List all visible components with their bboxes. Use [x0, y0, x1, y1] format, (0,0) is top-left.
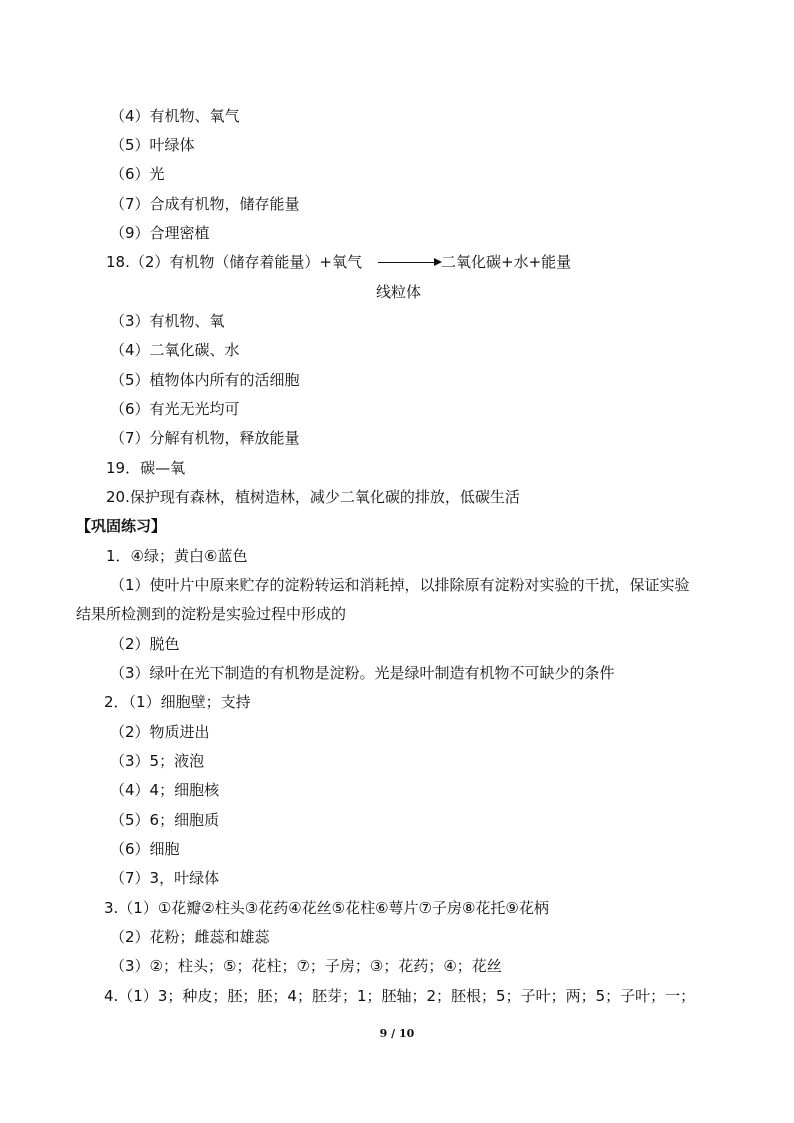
- answer-line: 19．碳—氧: [106, 459, 186, 477]
- answer-line: 20.保护现有森林，植树造林，减少二氧化碳的排放，低碳生活: [106, 488, 520, 506]
- answer-line: （3）有机物、氧: [110, 312, 225, 330]
- answer-line: 3.（1）①花瓣②柱头③花药④花丝⑤花柱⑥萼片⑦子房⑧花托⑨花柄: [104, 899, 549, 917]
- answer-line: （6）有光无光均可: [110, 400, 240, 418]
- answer-line: 4.（1）3；种皮；胚；胚；4；胚芽；1；胚轴；2；胚根；5；子叶；两；5；子叶；一；: [104, 987, 696, 1005]
- answer-line: （3）5；液泡: [110, 752, 205, 770]
- answer-line: （5）6；细胞质: [110, 811, 220, 829]
- answer-line: （2）花粉；雌蕊和雄蕊: [110, 928, 270, 946]
- equation-condition: 线粒体: [376, 283, 422, 301]
- answer-line: （6）光: [110, 165, 165, 183]
- answer-line: （3）绿叶在光下制造的有机物是淀粉。光是绿叶制造有机物不可缺少的条件: [110, 664, 615, 682]
- answer-line: 2．（1）细胞壁；支持: [104, 693, 251, 711]
- answer-line: （4）二氧化碳、水: [110, 341, 240, 359]
- page-number: 9 / 10: [379, 1027, 415, 1040]
- answer-line: （4）有机物、氧气: [110, 107, 240, 125]
- equation-products: 二氧化碳+水+能量: [441, 253, 572, 271]
- answer-line: 结果所检测到的淀粉是实验过程中形成的: [76, 605, 347, 623]
- answer-line: （5）植物体内所有的活细胞: [110, 371, 300, 389]
- answer-line: （7）合成有机物，储存能量: [110, 195, 300, 213]
- answer-line: （3）②；柱头；⑤；花柱；⑦；子房；③；花药；④；花丝: [110, 957, 502, 975]
- answer-line: （2）物质进出: [110, 723, 210, 741]
- answer-line: （6）细胞: [110, 840, 180, 858]
- answer-line: 1．④绿；黄白⑥蓝色: [106, 547, 248, 565]
- section-heading: 【巩固练习】: [76, 517, 167, 535]
- answer-line: （5）叶绿体: [110, 136, 195, 154]
- equation-reactants: 18.（2）有机物（储存着能量）+氧气: [106, 253, 362, 271]
- answer-line: （7）3，叶绿体: [110, 869, 220, 887]
- answer-line: （9）合理密植: [110, 224, 210, 242]
- answer-line: （7）分解有机物，释放能量: [110, 429, 300, 447]
- answer-line: （2）脱色: [110, 635, 180, 653]
- answer-line: （4）4；细胞核: [110, 781, 220, 799]
- reaction-arrow: [378, 262, 440, 263]
- answer-line: （1）使叶片中原来贮存的淀粉转运和消耗掉，以排除原有淀粉对实验的干扰，保证实验: [110, 576, 690, 594]
